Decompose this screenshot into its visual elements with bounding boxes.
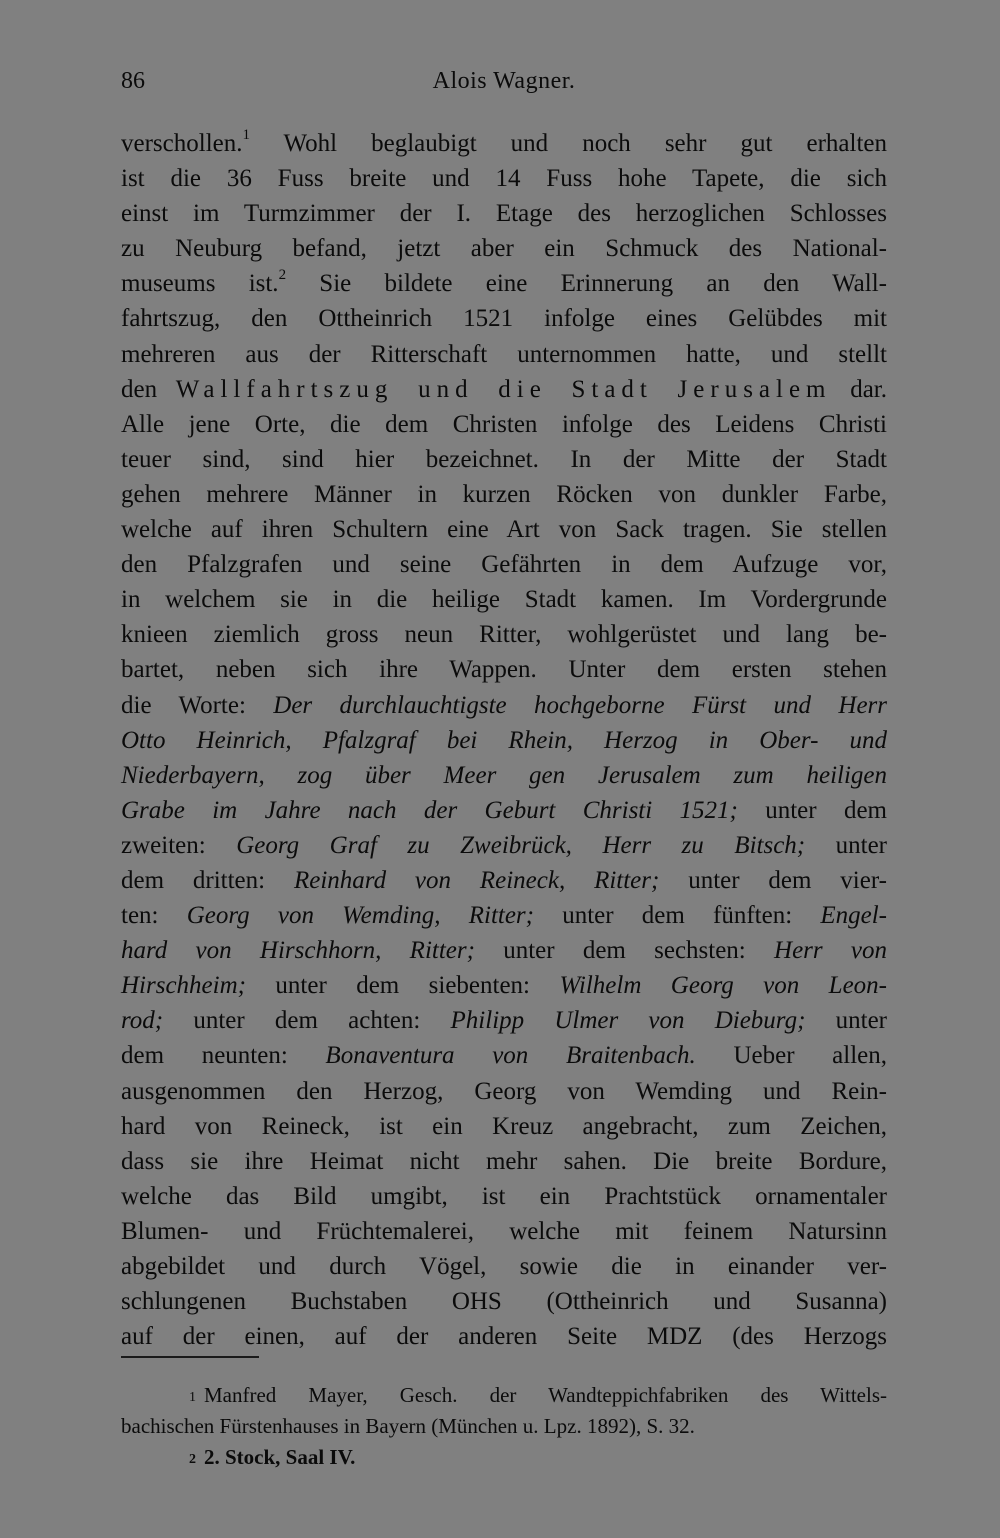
footnote-mark: 2 bbox=[189, 1452, 196, 1467]
text-line: Blumen- und Früchtemalerei, welche mit feinem Natursinn bbox=[121, 1217, 887, 1245]
text-segment: unter bbox=[805, 1007, 888, 1035]
footnote-1 bbox=[121, 1380, 887, 1411]
italic-quote: Philipp Ulmer von Dieburg; bbox=[450, 1007, 806, 1035]
text-line bbox=[121, 372, 887, 407]
italic-quote: Hirschheim; bbox=[121, 972, 246, 1000]
text-segment: den bbox=[121, 375, 176, 403]
text-segment: ten: bbox=[121, 902, 187, 930]
text-segment: zweiten: bbox=[121, 831, 237, 859]
text-line bbox=[121, 968, 887, 1003]
text-line: mehreren aus der Ritterschaft unternommen hatte, und stellt bbox=[121, 340, 887, 368]
text-segment: unter dem sechsten: bbox=[474, 937, 775, 965]
text-line: dass sie ihre Heimat nicht mehr sahen. Die breite Bordure, bbox=[121, 1147, 887, 1175]
text-line: einst im Turmzimmer der I. Etage des herzoglichen Schlosses bbox=[121, 200, 887, 228]
italic-quote: Herr von bbox=[774, 937, 887, 965]
text-line: in welchem sie in die heilige Stadt kamen. Im Vordergrunde bbox=[121, 586, 887, 614]
text-segment: unter dem achten: bbox=[163, 1007, 451, 1035]
running-head: Alois Wagner. bbox=[432, 68, 576, 94]
text-line bbox=[121, 898, 887, 933]
footnote-text: Manfred Mayer, Gesch. der Wandteppichfabriken des Wittels- bbox=[204, 1383, 887, 1407]
italic-quote: Reinhard von Reineck, Ritter; bbox=[293, 866, 660, 894]
text-line: teuer sind, sind hier bezeichnet. In der Mitte der Stadt bbox=[121, 445, 887, 473]
text-line bbox=[121, 828, 887, 863]
text-line: bartet, neben sich ihre Wappen. Unter dem ersten stehen bbox=[121, 656, 887, 684]
italic-quote: Niederbayern, zog über Meer gen Jerusalem zum heiligen bbox=[121, 761, 887, 789]
text-segment: unter dem vier- bbox=[659, 866, 887, 894]
text-line bbox=[121, 863, 887, 898]
text-line: ausgenommen den Herzog, Georg von Wemding und Rein- bbox=[121, 1077, 887, 1105]
text-segment: Sie bildete eine Erinnerung an den Wall- bbox=[286, 270, 887, 298]
text-segment: unter dem fünften: bbox=[534, 902, 821, 930]
text-line bbox=[121, 758, 887, 793]
text-line bbox=[121, 793, 887, 828]
italic-quote: rod; bbox=[121, 1007, 164, 1035]
text-line: gehen mehrere Männer in kurzen Röcken von dunkler Farbe, bbox=[121, 480, 887, 508]
italic-quote: Georg Graf zu Zweibrück, Herr zu Bitsch; bbox=[236, 831, 806, 859]
text-line bbox=[121, 723, 887, 758]
text-line: den Pfalzgrafen und seine Gefährten in dem Aufzuge vor, bbox=[121, 551, 887, 579]
body-text bbox=[121, 126, 887, 1354]
text-line bbox=[121, 1038, 887, 1073]
text-line: knieen ziemlich gross neun Ritter, wohlgerüstet und lang be- bbox=[121, 621, 887, 649]
text-segment: dem dritten: bbox=[121, 866, 294, 894]
text-line: auf der einen, auf der anderen Seite MDZ (des Herzogs bbox=[121, 1323, 887, 1351]
italic-quote: Engel- bbox=[820, 902, 887, 930]
italic-quote: Wilhelm Georg von Leon- bbox=[559, 972, 888, 1000]
text-line bbox=[121, 688, 887, 723]
footnotes bbox=[121, 1380, 887, 1473]
italic-quote: Grabe im Jahre nach der Geburt Christi 1521; bbox=[121, 796, 738, 824]
spaced-emphasis: Wallfahrtszug und die Stadt Jerusalem bbox=[175, 375, 832, 403]
footnote-1-continued: bachischen Fürstenhauses in Bayern (München u. Lpz. 1892), S. 32. bbox=[121, 1414, 695, 1438]
italic-quote: Der durchlauchtigste hochgeborne Fürst und Herr bbox=[273, 691, 887, 719]
text-line: abgebildet und durch Vögel, sowie die in einander ver- bbox=[121, 1253, 887, 1280]
text-line: Alle jene Orte, die dem Christen infolge des Leidens Christi bbox=[121, 410, 887, 438]
page-header bbox=[121, 62, 887, 102]
text-line bbox=[121, 126, 887, 161]
text-line: welche das Bild umgibt, ist ein Prachtstück ornamentaler bbox=[121, 1182, 887, 1210]
page-number: 86 bbox=[121, 68, 145, 94]
text-segment: unter dem bbox=[737, 796, 887, 824]
text-line bbox=[121, 933, 887, 968]
text-segment: verschollen. bbox=[121, 130, 243, 157]
text-line: welche auf ihren Schultern eine Art von Sack tragen. Sie stellen bbox=[121, 516, 887, 544]
text-segment: Wohl beglaubigt und noch sehr gut erhalten bbox=[249, 130, 887, 157]
footnote-divider bbox=[121, 1356, 259, 1358]
text-line: hard von Reineck, ist ein Kreuz angebracht, zum Zeichen, bbox=[121, 1112, 887, 1140]
text-line: fahrtszug, den Ottheinrich 1521 infolge eines Gelübdes mit bbox=[121, 305, 887, 333]
text-segment: Ueber allen, bbox=[695, 1042, 887, 1070]
footnote-2 bbox=[121, 1442, 887, 1473]
footnote-mark: 1 bbox=[189, 1390, 196, 1405]
text-line bbox=[121, 1003, 887, 1038]
italic-quote: hard von Hirschhorn, Ritter; bbox=[121, 937, 475, 965]
italic-quote: Bonaventura von Braitenbach. bbox=[325, 1042, 696, 1070]
text-segment: unter dem siebenten: bbox=[245, 972, 560, 1000]
footnote-ref: 2 bbox=[278, 267, 287, 284]
text-segment: dem neunten: bbox=[121, 1042, 326, 1070]
text-line: ist die 36 Fuss breite und 14 Fuss hohe Tapete, die sich bbox=[121, 165, 887, 193]
text-line: zu Neuburg befand, jetzt aber ein Schmuck des National- bbox=[121, 235, 887, 263]
text-segment: dar. bbox=[831, 375, 887, 403]
italic-quote: Georg von Wemding, Ritter; bbox=[186, 902, 534, 930]
text-segment: die Worte: bbox=[121, 691, 274, 719]
text-line: schlungenen Buchstaben OHS (Ottheinrich und Susanna) bbox=[121, 1288, 887, 1316]
text-segment: unter bbox=[805, 831, 888, 859]
text-segment: museums ist. bbox=[121, 270, 279, 298]
footnote-ref: 1 bbox=[242, 127, 250, 143]
italic-quote: Otto Heinrich, Pfalzgraf bei Rhein, Herzog in Ober- und bbox=[121, 726, 887, 754]
footnote-text: 2. Stock, Saal IV. bbox=[204, 1445, 356, 1469]
text-line bbox=[121, 266, 887, 301]
